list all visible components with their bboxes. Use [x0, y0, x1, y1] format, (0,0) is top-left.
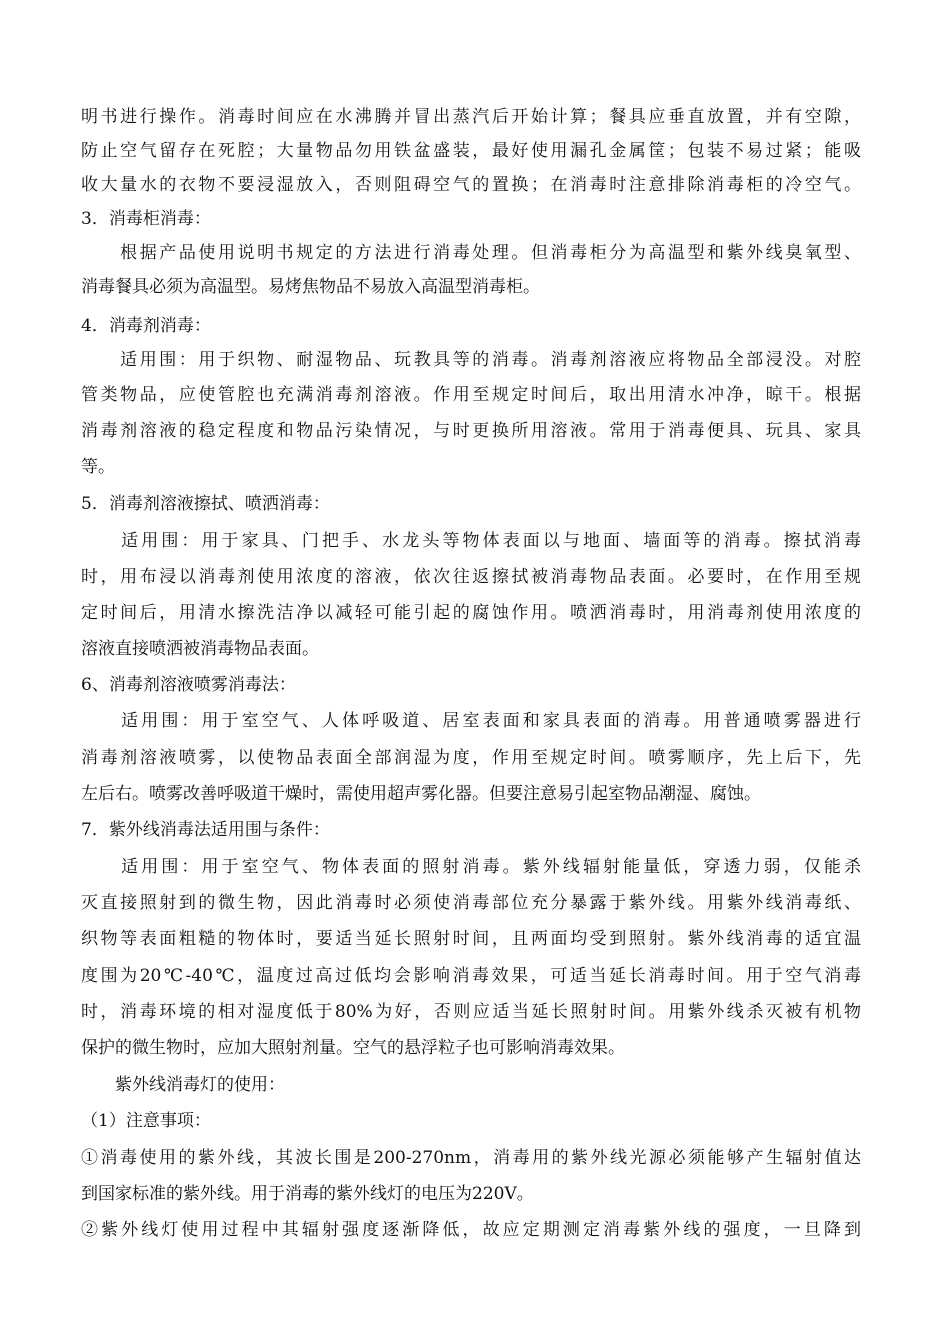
text-line-9: 管类物品，应使管腔也充满消毒剂溶液。作用至规定时间后，取出用清水冲净，晾干。根据 — [81, 385, 861, 405]
text-line-30: ①消毒使用的紫外线，其波长围是200-270nm，消毒用的紫外线光源必须能够产生辐射值达 — [81, 1148, 861, 1168]
text-line-14: 时，用布浸以消毒剂使用浓度的溶液，依次往返擦拭被消毒物品表面。必要时，在作用至规 — [81, 567, 861, 587]
text-line-1: 明书进行操作。消毒时间应在水沸腾并冒出蒸汽后开始计算；餐具应垂直放置，并有空隙， — [81, 107, 861, 127]
text-line-6: 消毒餐具必须为高温型。易烤焦物品不易放入高温型消毒柜。 — [81, 277, 540, 297]
text-line-25: 度围为20℃-40℃，温度过高过低均会影响消毒效果，可适当延长消毒时间。用于空气消毒 — [81, 966, 861, 986]
text-line-5: 根据产品使用说明书规定的方法进行消毒处理。但消毒柜分为高温型和紫外线臭氧型、 — [81, 243, 861, 263]
text-line-11: 等。 — [81, 457, 115, 477]
text-line-23: 灭直接照射到的微生物，因此消毒时必须使消毒部位充分暴露于紫外线。用紫外线消毒纸、 — [81, 893, 861, 913]
text-line-13: 适用围：用于家具、门把手、水龙头等物体表面以与地面、墙面等的消毒。擦拭消毒 — [81, 531, 861, 551]
section-heading-4: 4．消毒剂消毒： — [81, 316, 211, 336]
text-line-15: 定时间后，用清水擦洗洁净以减轻可能引起的腐蚀作用。喷洒消毒时，用消毒剂使用浓度的 — [81, 603, 861, 623]
section-heading-5: 5．消毒剂溶液擦拭、喷洒消毒： — [81, 494, 330, 514]
section-heading-6: 6、消毒剂溶液喷雾消毒法： — [81, 675, 296, 695]
section-heading-7: 7．紫外线消毒法适用围与条件： — [81, 820, 330, 840]
text-line-27: 保护的微生物时，应加大照射剂量。空气的悬浮粒子也可影响消毒效果。 — [81, 1038, 625, 1058]
text-line-20: 左后右。喷雾改善呼吸道干燥时，需使用超声雾化器。但要注意易引起室物品潮湿、腐蚀。 — [81, 784, 761, 804]
text-line-26: 时，消毒环境的相对湿度低于80%为好，否则应适当延长照射时间。用紫外线杀灭被有机物 — [81, 1002, 861, 1022]
text-line-24: 织物等表面粗糙的物体时，要适当延长照射时间，且两面均受到照射。紫外线消毒的适宜温 — [81, 929, 861, 949]
text-line-32: ②紫外线灯使用过程中其辐射强度逐渐降低，故应定期测定消毒紫外线的强度，一旦降到 — [81, 1220, 861, 1240]
text-line-2: 防止空气留存在死腔；大量物品勿用铁盆盛装，最好使用漏孔金属筐；包装不易过紧；能吸 — [81, 141, 861, 161]
text-line-16: 溶液直接喷洒被消毒物品表面。 — [81, 639, 319, 659]
text-line-18: 适用围：用于室空气、人体呼吸道、居室表面和家具表面的消毒。用普通喷雾器进行 — [81, 711, 861, 731]
text-line-19: 消毒剂溶液喷雾，以使物品表面全部润湿为度，作用至规定时间。喷雾顺序，先上后下，先 — [81, 748, 861, 768]
section-heading-3: 3．消毒柜消毒： — [81, 209, 211, 229]
text-line-22: 适用围：用于室空气、物体表面的照射消毒。紫外线辐射能量低，穿透力弱，仅能杀 — [81, 857, 861, 877]
text-line-8: 适用围：用于织物、耐湿物品、玩教具等的消毒。消毒剂溶液应将物品全部浸没。对腔 — [81, 350, 861, 370]
text-line-3: 收大量水的衣物不要浸湿放入，否则阻碍空气的置换；在消毒时注意排除消毒柜的冷空气。 — [81, 175, 861, 195]
subsection-heading-precautions: （1）注意事项： — [81, 1111, 211, 1131]
subsection-heading-uv-lamp: 紫外线消毒灯的使用： — [81, 1075, 285, 1095]
text-line-31: 到国家标准的紫外线。用于消毒的紫外线灯的电压为220V。 — [81, 1184, 534, 1204]
text-line-10: 消毒剂溶液的稳定程度和物品污染情况，与时更换所用溶液。常用于消毒便具、玩具、家具 — [81, 421, 861, 441]
